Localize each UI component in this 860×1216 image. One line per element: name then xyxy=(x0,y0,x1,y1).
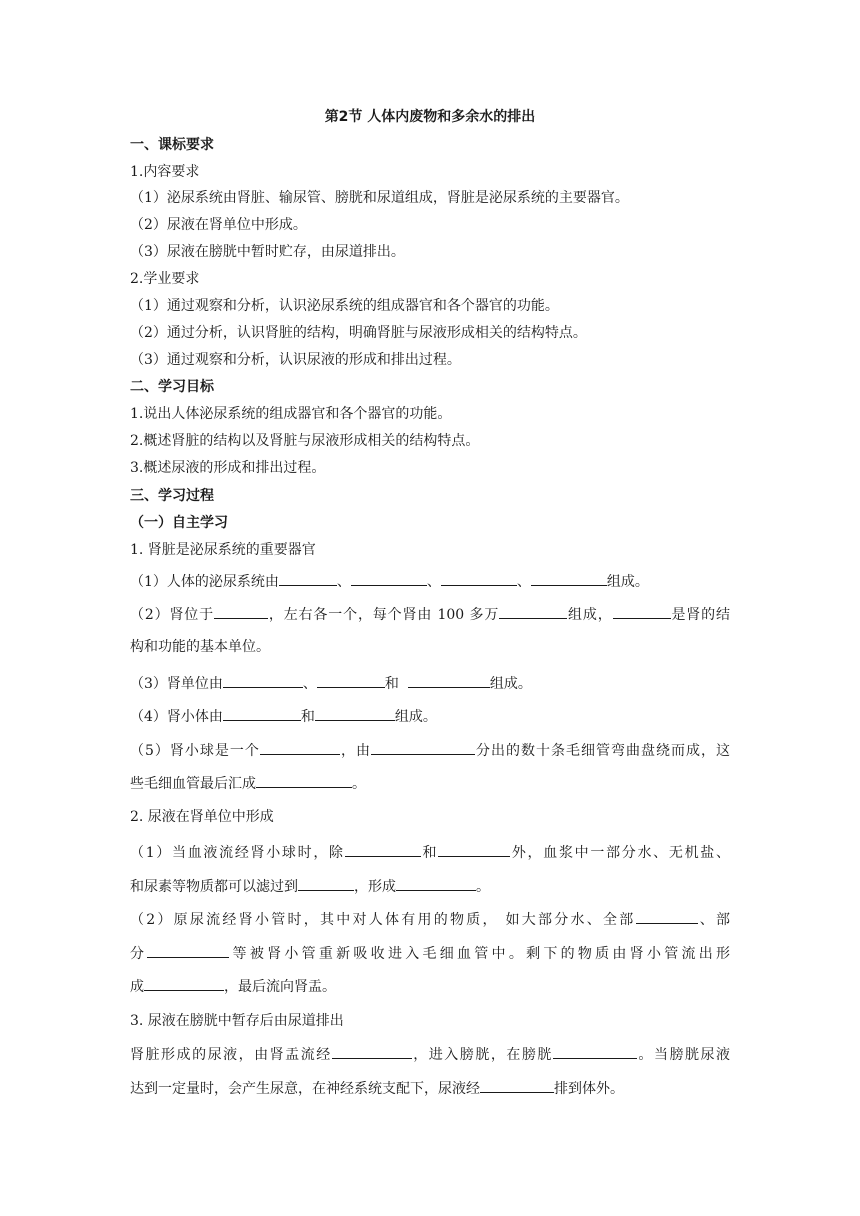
answer-blank[interactable] xyxy=(345,842,421,857)
answer-blank[interactable] xyxy=(147,943,229,958)
answer-blank[interactable] xyxy=(279,571,337,586)
answer-blank[interactable] xyxy=(223,706,301,721)
page-title: 第2节 人体内废物和多余水的排出 xyxy=(324,109,536,125)
answer-blank[interactable] xyxy=(223,673,303,688)
topic-3-heading: 3. 尿液在膀胱中暂存后由尿道排出 xyxy=(130,1013,344,1029)
question-2-2: （2）原尿流经肾小管时，其中对人体有用的物质， 如大部分水、全部 、部 xyxy=(130,909,730,930)
answer-blank[interactable] xyxy=(613,604,671,619)
answer-blank[interactable] xyxy=(371,740,475,755)
answer-blank[interactable] xyxy=(636,909,698,924)
academic-req-3: （3）通过观察和分析，认识尿液的形成和排出过程。 xyxy=(130,352,461,368)
academic-req-1: （1）通过观察和分析，认识泌尿系统的组成器官和各个器官的功能。 xyxy=(130,298,559,314)
subheading-content-req: 1.内容要求 xyxy=(130,164,200,180)
answer-blank[interactable] xyxy=(531,571,607,586)
answer-blank[interactable] xyxy=(351,571,427,586)
question-1-5-cont: 些毛细血管最后汇成 。 xyxy=(130,773,366,794)
topic-3-line-2: 达到一定量时，会产生尿意，在神经系统支配下，尿液经 排到体外。 xyxy=(130,1078,624,1099)
question-2-2-end: 成 ，最后流向肾盂。 xyxy=(130,976,336,997)
question-2-1: （1）当血液流经肾小球时，除 和 外，血浆中一部分水、无机盐、 xyxy=(130,842,730,863)
goal-1: 1.说出人体泌尿系统的组成器官和各个器官的功能。 xyxy=(130,406,452,422)
question-1-2: （2）肾位于 ，左右各一个，每个肾由 100 多万 组成， 是肾的结 xyxy=(130,604,730,625)
section-heading-goals: 二、学习目标 xyxy=(130,379,214,395)
content-req-3: （3）尿液在膀胱中暂时贮存，由尿道排出。 xyxy=(130,244,405,260)
goal-2: 2.概述肾脏的结构以及肾脏与尿液形成相关的结构特点。 xyxy=(130,433,480,449)
answer-blank[interactable] xyxy=(438,842,510,857)
answer-blank[interactable] xyxy=(315,706,395,721)
section-heading-standards: 一、课标要求 xyxy=(130,137,214,153)
question-2-1-cont: 和尿素等物质都可以滤过到 ，形成 。 xyxy=(130,876,490,897)
answer-blank[interactable] xyxy=(256,773,352,788)
answer-blank[interactable] xyxy=(480,1078,554,1093)
question-1-2-cont: 构和功能的基本单位。 xyxy=(130,639,270,655)
question-1-4: （4）肾小体由 和 组成。 xyxy=(130,706,437,727)
answer-blank[interactable] xyxy=(317,673,385,688)
section-heading-process: 三、学习过程 xyxy=(130,488,214,504)
question-1-5: （5）肾小球是一个 ，由 分出的数十条毛细管弯曲盘绕而成，这 xyxy=(130,740,730,761)
topic-1-heading: 1. 肾脏是泌尿系统的重要器官 xyxy=(130,542,316,558)
answer-blank[interactable] xyxy=(144,976,224,991)
answer-blank[interactable] xyxy=(441,571,517,586)
subheading-academic-req: 2.学业要求 xyxy=(130,271,200,287)
answer-blank[interactable] xyxy=(396,876,476,891)
answer-blank[interactable] xyxy=(214,604,268,619)
answer-blank[interactable] xyxy=(499,604,567,619)
answer-blank[interactable] xyxy=(553,1044,637,1059)
content-req-2: （2）尿液在肾单位中形成。 xyxy=(130,217,307,233)
answer-blank[interactable] xyxy=(332,1044,412,1059)
question-1-1: （1）人体的泌尿系统由 、 、 、 组成。 xyxy=(130,571,649,592)
topic-3-line-1: 肾脏形成的尿液，由肾盂流经 ，进入膀胱，在膀胱 。当膀胱尿液 xyxy=(130,1044,730,1065)
subheading-self-study: （一）自主学习 xyxy=(130,515,228,531)
answer-blank[interactable] xyxy=(298,876,354,891)
question-1-3: （3）肾单位由 、 和 组成。 xyxy=(130,673,532,694)
content-req-1: （1）泌尿系统由肾脏、输尿管、膀胱和尿道组成，肾脏是泌尿系统的主要器官。 xyxy=(130,190,629,206)
question-2-2-cont: 分 等被肾小管重新吸收进入毛细血管中。剩下的物质由肾小管流出形 xyxy=(130,943,730,964)
answer-blank[interactable] xyxy=(408,673,490,688)
answer-blank[interactable] xyxy=(260,740,340,755)
topic-2-heading: 2. 尿液在肾单位中形成 xyxy=(130,809,274,825)
academic-req-2: （2）通过分析，认识肾脏的结构，明确肾脏与尿液形成相关的结构特点。 xyxy=(130,325,587,341)
goal-3: 3.概述尿液的形成和排出过程。 xyxy=(130,460,326,476)
